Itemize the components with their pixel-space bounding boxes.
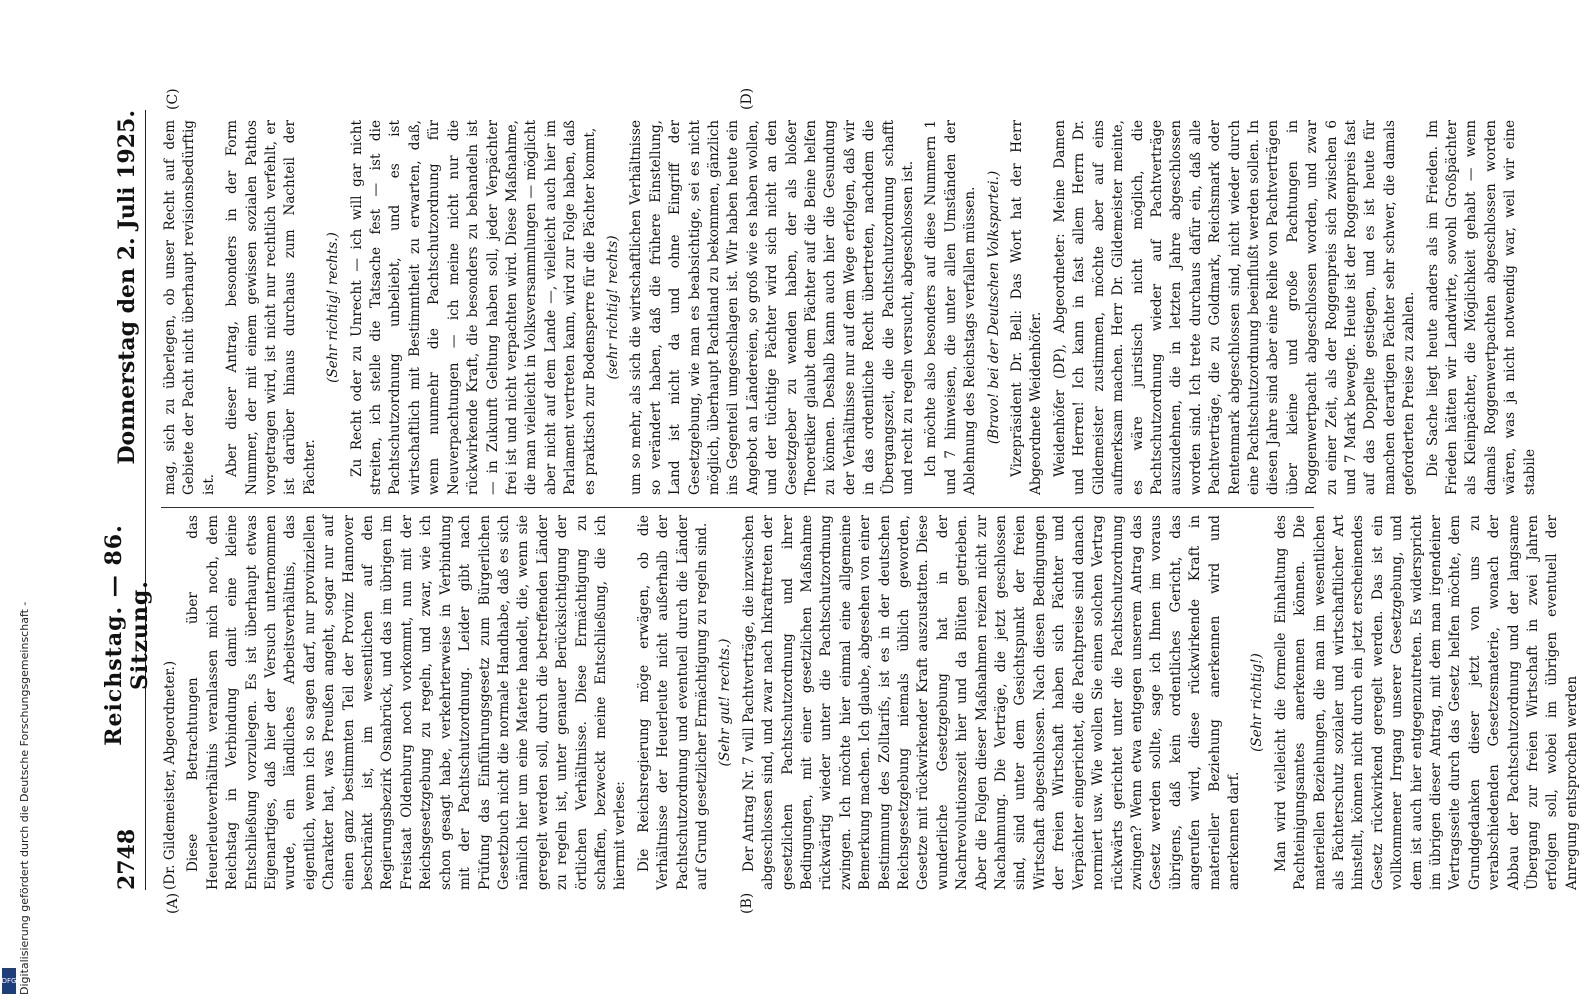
left-column (161, 515, 1580, 890)
margin-mark-d: (D) (739, 87, 755, 110)
sheet-content (99, 80, 1580, 920)
funding-credit-text: Digitalisierung gefördert durch die Deutsche Forschungsgemeinschaft - (18, 601, 31, 995)
paragraph: Die Sache liegt heute anders als im Frieden. Im Frieden hätten wir Landwirte, sowohl Großpächter als Kleinpächter, die Möglichkeit gehabt — wenn damals Roggenwertpachten abgeschlossen worden wären, was ja nicht notwendig war, weil wir eine stabile (1424, 120, 1538, 495)
paragraph: mag, sich zu überlegen, ob unser Recht auf dem Gebiete der Pacht nicht überhaupt revisionsbedürftig ist. (162, 120, 217, 495)
interjection: (Bravo! bei der Deutschen Volkspartei.) (985, 170, 1002, 445)
interjection: (Sehr gut! rechts.) (717, 638, 734, 767)
page-title: Reichstag. — 86. Sitzung. (101, 524, 153, 746)
margin-mark-b: (B) (739, 892, 755, 914)
rotated-sheet (99, 80, 1580, 920)
paragraph: Weidenhöfer (DP), Abgeordneter: Meine Damen und Herren! Ich kann in fast allem Herrn Dr. Gildemeister zustimmen, möchte aber auf eins aufmerksam machen. Herr Dr. Gildemeister meinte, es wäre juristisch nicht möglich, die Pachtschutzordnung wieder auf Pachtverträge auszudehnen, die in letzten Jahre abgeschlossen worden sind. Ich trete durchaus dafür ein, daß alle Pachtverträge, die zu Goldmark, Reichsmark oder Rentenmark abgeschlossen sind, nicht wieder durch eine Pachtschutzordnung beeinflußt werden sollen. In diesen Jahre sind aber eine Reihe von Pachtverträgen über kleine und große Pachtungen in Roggenwertpacht abgeschlossen worden, und zwar zu einer Zeit, als der Roggenpreis sich zwischen 6 und 7 Mark bewegte. Heute ist der Roggenpreis fast auf das Doppelte gestiegen, und es ist heute für manchen derartigen Pächter sehr schwer, die damals geforderten Preise zu zahlen. (1051, 120, 1418, 495)
paragraph: (Dr. Gildemeister, Abgeordneter.) (162, 660, 178, 890)
page-number: 2748 (114, 828, 140, 890)
paragraph: Die Reichsregierung möge erwägen, ob die Verhältnisse der Heuerleute nicht außerhalb der Pachtschutzordnung und eventuell durch die Länder auf Grund gesetzlicher Ermächtigung zu regeln sind. (635, 515, 710, 890)
column-divider (161, 507, 1314, 508)
right-column (161, 120, 1538, 495)
interjection: (Sehr richtig! rechts.) (325, 232, 342, 383)
paragraph: Vizepräsident Dr. Bell: Das Wort hat der Herr Abgeordnete Weidenhöfer. (1009, 120, 1045, 495)
paragraph: Zu Recht oder zu Unrecht — ich will gar nicht streiten, ich stelle die Tatsache fest — ist die Pachtschutzordnung unbeliebt, und es ist wirtschaftlich mit Bestimmtheit zu erwarten, daß, wenn nunmehr die Pachtschutzordnung für Neuverpachtungen — ich meine nicht nur die rückwirkende Kraft, die besonders zu behandeln ist — in Zukunft Geltung haben soll, jeder Verpächter frei ist und nicht verpachten wird. Diese Maßnahme, die man vielleicht in Volksversammlungen — möglicht aber nicht auf dem Lande —, vielleicht auch hier im Parlament vertreten kann, wird zur Folge haben, daß es praktisch zur Bodensperre für die Pächter kommt, (348, 120, 598, 495)
interjection: (sehr richtig! rechts) (604, 235, 621, 380)
paragraph: Man wird vielleicht die formelle Einhaltung des Pachteinigungsamtes anerkennen können. Die materiellen Beziehungen, die man im wesentlichen als Pächterschutz sozialer und wirtschaftlicher Art hinstellt, können nicht durch ein jetzt erscheinendes Gesetz rückwirkend geregelt werden. Das ist ein vollkommener Irrgang unserer Gesetzgebung, und dem ist auch hier entgegenzutreten. Es widerspricht im übrigen dieser Antrag, mit dem man irgendeiner Vertragsseite durch das Gesetz helfen möchte, dem Grundgedanken dieser jetzt von uns zu verabschiedenden Gesetzesmaterie, wonach der Abbau der Pachtschutzordnung und der langsame Übergang zur freien Wirtschaft in zwei Jahren erfolgen soll, wobei im übrigen eventuell der Anregung entsprochen werden (1272, 515, 1580, 890)
page-date: Donnerstag den 2. Juli 1925. (114, 110, 140, 465)
paragraph: Aber dieser Antrag, besonders in der Form Nummer, der mit einem gewissen sozialen Pathos vorgetragen wird, ist nicht nur rechtlich verfehlt, er ist darüber hinaus durchaus zum Nachteil der Pächter. (224, 120, 318, 495)
paragraph: Der Antrag Nr. 7 will Pachtverträge, die inzwischen abgeschlossen sind, und zwar nach Inkrafttreten der gesetzlichen Pachtschutzordnung und ihrer Bedingungen, mit einer gesetzlichen Maßnahme rückwärtig wieder unter die Pachtschutzordnung zwingen. Ich möchte hier einmal eine allgemeine Bemerkung machen. Ich glaube, abgesehen von einer Bestimmung des Zolltarifs, ist es in der deutschen Reichsgesetzgebung niemals üblich geworden, Gesetze mit rückwirkender Kraft auszustatten. Diese wunderliche Gesetzgebung hat in der Nachrevolutionszeit hier und da Blüten getrieben. Aber die Folgen dieser Maßnahmen reizen nicht zur Nachahmung. Die Verträge, die jetzt geschlossen sind, sind unter dem Gesichtspunkt der freien Wirtschaft abgeschlossen. Nach diesen Bedingungen der freien Wirtschaft haben sich Pächter und Verpächter eingerichtet, die Pachtpreise sind danach normiert usw. Wie wollen Sie einen solchen Vertrag rückwärts gerichtet unter die Pachtschutzordnung zwingen? Wenn etwa entgegen unserem Antrag das Gesetz werden sollte, sage ich Ihnen im voraus übrigens, daß kein ordentliches Gericht, das angerufen wird, diese rückwirkende Kraft in materieller Beziehung anerkennen wird und anerkennen darf. (740, 515, 1242, 890)
dfg-logo: DFG (2, 968, 16, 994)
paragraph: Ich möchte also besonders auf diese Nummern 1 und 7 hinweisen, die unter allen Umständen der Ablehnung des Reichstags verfallen müssen. (923, 120, 979, 495)
funding-credit (4, 600, 31, 995)
page-header (101, 110, 153, 890)
paragraph: Diese Betrachtungen über das Heuerleuteverhältnis veranlassen mich noch, dem Reichstag in Verbindung damit eine kleine Entschließung vorzulegen. Es ist überhaupt etwas Eigenartiges, daß hier der Versuch unternommen wurde, ein ländliches Arbeitsverhältnis, das eigentlich, wenn ich so sagen darf, nur provinziellen Charakter hat, was Preußen angeht, sogar nur auf einen ganz bestimmten Teil der Provinz Hannover beschränkt ist, im wesentlichen auf den Regierungsbezirk Osnabrück, und das im übrigen im Freistaat Oldenburg noch vorkommt, nun mit der Reichsgesetzgebung zu regeln, und zwar, wie ich schon gesagt habe, verkehrterweise in Verbindung mit der Pachtschutzordnung. Leider gibt nach Prüfung das Einführungsgesetz zum Bürgerlichen Gesetzbuch nicht die normale Handhabe, daß es sich nämlich hier um eine Materie handelt, die, wenn sie geregelt werden soll, durch die betreffenden Länder zu regeln ist, unter genauer Berücksichtigung der örtlichen Verhältnisse. Diese Ermächtigung zu schaffen, bezweckt meine Entschließung, die ich hiermit verlese: (185, 515, 629, 890)
paragraph: um so mehr, als sich die wirtschaftlichen Verhältnisse so verändert haben, daß die frühere Einstellung, Land ist nicht da und ohne Eingriff der Gesetzgebung, wie man es beabsichtige, sei es nicht möglich, überhaupt Pachtland zu bekommen, gänzlich ins Gegenteil umgeschlagen ist. Wir haben heute ein Angebot an Ländereien, so groß wie es haben wollen, und der tüchtige Pächter wird sich nicht an den Gesetzgeber zu wenden haben, der als bloßer Theoretiker glaubt dem Pächter auf die Beine helfen zu können. Deshalb kann auch hier die Gesundung der Verhältnisse nur auf dem Wege erfolgen, daß wir in das ordentliche Recht übertreten, nachdem die Übergangszeit, die die Pachtschutzordnung schafft und recht zu regeln versucht, abgeschlossen ist. (628, 120, 917, 495)
interjection: (Sehr richtig!) (1249, 653, 1266, 752)
margin-mark-c: (C) (165, 88, 181, 110)
margin-mark-a: (A) (165, 892, 181, 914)
